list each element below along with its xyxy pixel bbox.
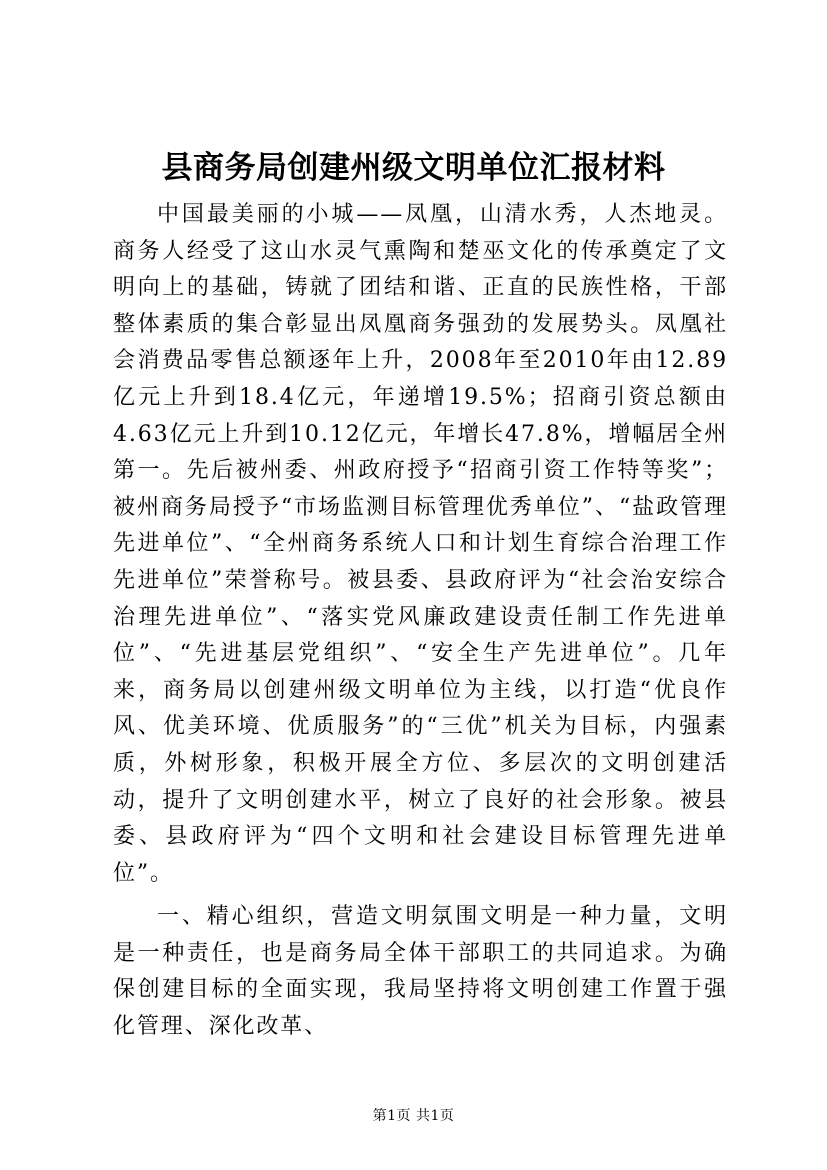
body-paragraph-intro: 中国最美丽的小城——凤凰，山清水秀，人杰地灵。商务人经受了这山水灵气熏陶和楚巫文化的传承奠定了文明向上的基础，铸就了团结和谐、正直的民族性格，干部整体素质的集合彰显出凤凰商务强劲的发展势头。凤凰社会消费品零售总额逐年上升，2008年至2010年由12.89亿元上升到18.4亿元，年递增19.5%；招商引资总额由4.63亿元上升到10.12亿元，年增长47.8%，增幅居全州第一。先后被州委、州政府授予“招商引资工作特等奖”；被州商务局授予“市场监测目标管理优秀单位”、“盐政管理先进单位”、“全州商务系统人口和计划生育综合治理工作先进单位”荣誉称号。被县委、县政府评为“社会治安综合治理先进单位”、“落实党风廉政建设责任制工作先进单位”、“先进基层党组织”、“安全生产先进单位”。几年来，商务局以创建州级文明单位为主线，以打造“优良作风、优美环境、优质服务”的“三优”机关为目标，内强素质，外树形象，积极开展全方位、多层次的文明创建活动，提升了文明创建水平，树立了良好的社会形象。被县委、县政府评为“四个文明和社会建设目标管理先进单位”。: [113, 202, 728, 886]
page-number-footer: 第1页 共1页: [372, 1108, 455, 1124]
body-paragraph-section-one: 一、精心组织，营造文明氛围文明是一种力量，文明是一种责任，也是商务局全体干部职工的共同追求。为确保创建目标的全面实现，我局坚持将文明创建工作置于强化管理、深化改革、: [113, 904, 728, 1039]
document-title: 县商务局创建州级文明单位汇报材料: [161, 150, 666, 186]
